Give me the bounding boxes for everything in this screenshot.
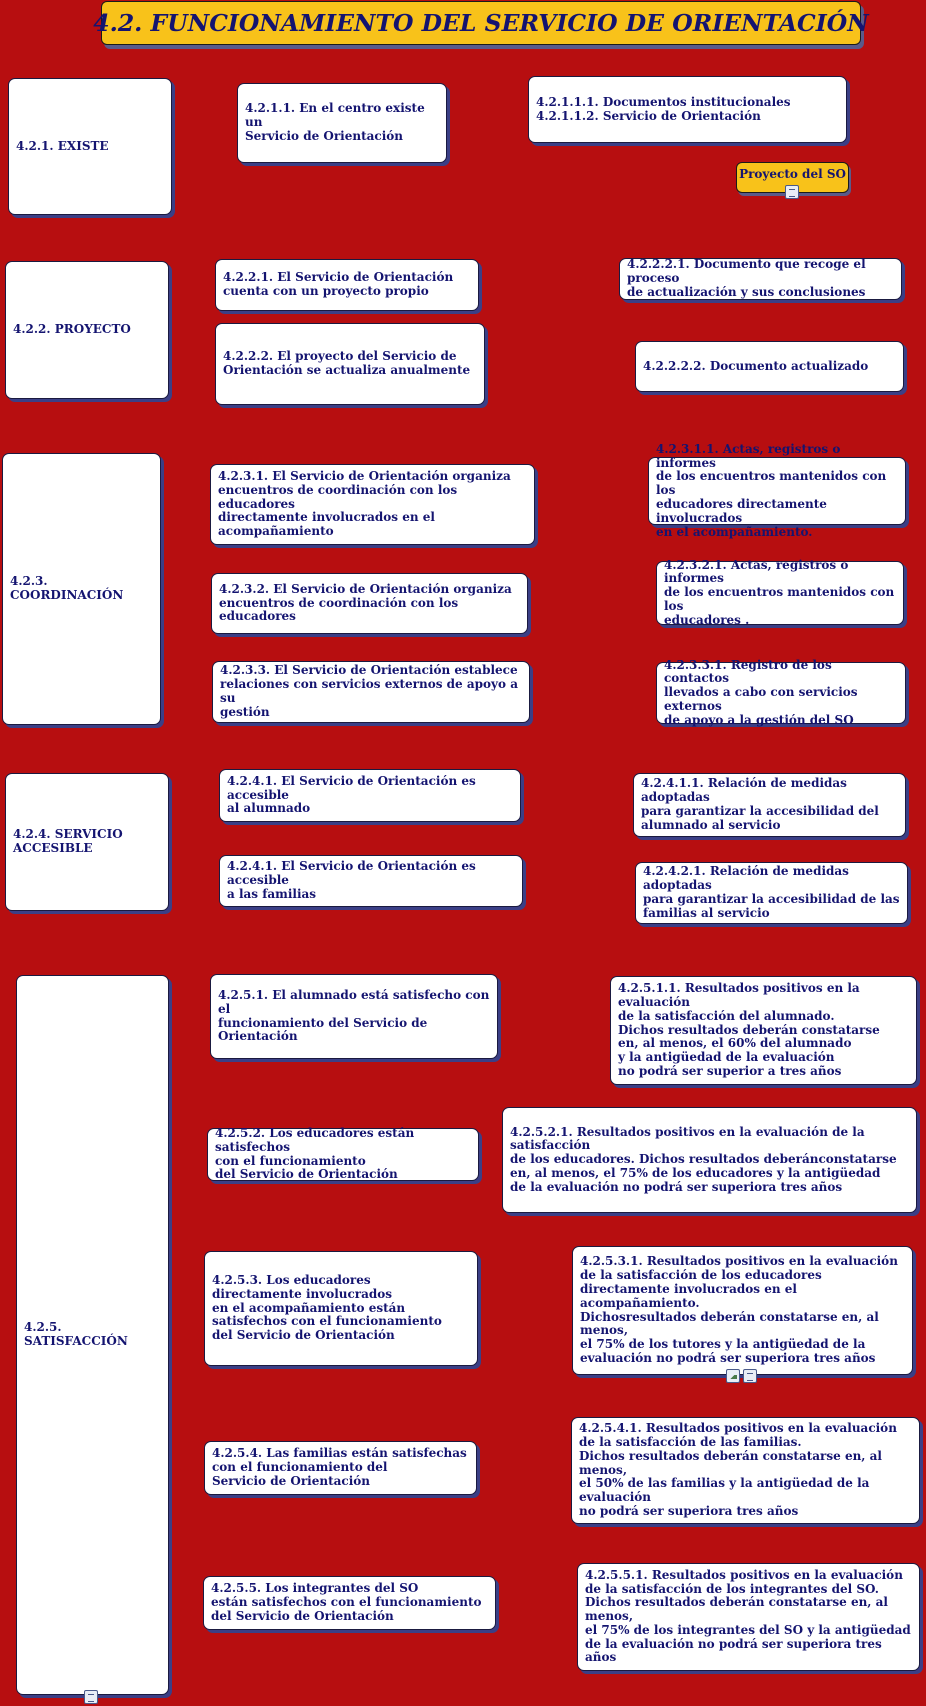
criterion-4-2-5-4[interactable]: 4.2.5.4. Las familias están satisfechas con el funcionamiento del Servicio de Orientación (204, 1441, 477, 1495)
criterion-4-2-5-3[interactable]: 4.2.5.3. Los educadores directamente involucrados en el acompañamiento están satisfechos con el funcionamiento del Servicio de Orientación (204, 1251, 478, 1366)
proyecto-so-tag[interactable]: Proyecto del SO (736, 162, 849, 193)
evidence-4-2-4-2-1[interactable]: 4.2.4.2.1. Relación de medidas adoptadas para garantizar la accesibilidad de las familias al servicio (635, 862, 908, 924)
section-proyecto[interactable]: 4.2.2. PROYECTO (5, 261, 169, 399)
evidence-4-2-5-1-1[interactable]: 4.2.5.1.1. Resultados positivos en la evaluación de la satisfacción del alumnado. Dichos resultados deberán constatarse en, al menos, el 60% del alumnado y la antigüedad de la evaluación no podrá ser superior a tres años (610, 976, 917, 1085)
criterion-4-2-1-1[interactable]: 4.2.1.1. En el centro existe un Servicio de Orientación (237, 83, 447, 163)
criterion-4-2-3-2[interactable]: 4.2.3.2. El Servicio de Orientación organiza encuentros de coordinación con los educadores (211, 573, 528, 634)
document-icon[interactable] (84, 1690, 98, 1704)
criterion-4-2-4-1[interactable]: 4.2.4.1. El Servicio de Orientación es accesible al alumnado (219, 769, 521, 822)
evidence-4-2-3-1-1[interactable]: 4.2.3.1.1. Actas, registros o informes de los encuentros mantenidos con los educadores directamente involucrados en el acompañamiento. (648, 457, 906, 525)
section-coordinacion[interactable]: 4.2.3. COORDINACIÓN (2, 453, 161, 725)
criterion-4-2-3-3[interactable]: 4.2.3.3. El Servicio de Orientación establece relaciones con servicios externos de apoyo a su gestión (212, 661, 530, 723)
section-existe[interactable]: 4.2.1. EXISTE (8, 78, 172, 215)
evidence-4-2-5-2-1[interactable]: 4.2.5.2.1. Resultados positivos en la evaluación de la satisfacción de los educadores. Dichos resultados deberánconstatarse en, al menos, el 75% de los educadores y la antigüedad de la evaluación no podrá ser superiora tres años (502, 1107, 917, 1213)
evidence-4-2-5-3-1[interactable]: 4.2.5.3.1. Resultados positivos en la evaluación de la satisfacción de los educadores directamente involucrados en el acompañamiento. Dichosresultados deberán constatarse en, al menos, el 75% de los tutores y la antigüedad de la evaluación no podrá ser superiora tres años (572, 1246, 913, 1375)
image-icon[interactable] (726, 1369, 740, 1383)
evidence-4-2-5-5-1[interactable]: 4.2.5.5.1. Resultados positivos en la evaluación de la satisfacción de los integrantes del SO. Dichos resultados deberán constatarse en, al menos, el 75% de los integrantes del SO y la antigüedad de la evaluación no podrá ser superiora tres años (577, 1563, 920, 1671)
evidence-4-2-3-2-1[interactable]: 4.2.3.2.1. Actas, registros o informes de los encuentros mantenidos con los educadores . (656, 561, 904, 625)
criterion-4-2-4-2[interactable]: 4.2.4.1. El Servicio de Orientación es accesible a las familias (219, 855, 523, 907)
evidence-4-2-2-2-2[interactable]: 4.2.2.2.2. Documento actualizado (635, 341, 904, 392)
evidence-4-2-2-2-1[interactable]: 4.2.2.2.1. Documento que recoge el proceso de actualización y sus conclusiones (619, 258, 902, 300)
section-accesible[interactable]: 4.2.4. SERVICIO ACCESIBLE (5, 773, 169, 911)
document-icon[interactable] (743, 1369, 757, 1383)
page-title: 4.2. FUNCIONAMIENTO DEL SERVICIO DE ORIENTACIÓN (101, 1, 861, 45)
criterion-4-2-5-5[interactable]: 4.2.5.5. Los integrantes del SO están satisfechos con el funcionamiento del Servicio de Orientación (203, 1576, 496, 1630)
document-icon[interactable] (785, 185, 799, 199)
evidence-4-2-5-4-1[interactable]: 4.2.5.4.1. Resultados positivos en la evaluación de la satisfacción de las familias. Dichos resultados deberán constatarse en, al menos, el 50% de las familias y la antigüedad de la evaluación no podrá ser superiora tres años (571, 1417, 920, 1524)
criterion-4-2-3-1[interactable]: 4.2.3.1. El Servicio de Orientación organiza encuentros de coordinación con los educadores directamente involucrados en el acompañamiento (210, 464, 535, 545)
criterion-4-2-2-2[interactable]: 4.2.2.2. El proyecto del Servicio de Orientación se actualiza anualmente (215, 323, 485, 405)
criterion-4-2-5-1[interactable]: 4.2.5.1. El alumnado está satisfecho con el funcionamiento del Servicio de Orientación (210, 974, 498, 1059)
evidence-4-2-1-1-x[interactable]: 4.2.1.1.1. Documentos institucionales 4.2.1.1.2. Servicio de Orientación (528, 76, 847, 143)
criterion-4-2-5-2[interactable]: 4.2.5.2. Los educadores están satisfechos con el funcionamiento del Servicio de Orientación (207, 1128, 479, 1181)
criterion-4-2-2-1[interactable]: 4.2.2.1. El Servicio de Orientación cuenta con un proyecto propio (215, 259, 479, 311)
evidence-4-2-4-1-1[interactable]: 4.2.4.1.1. Relación de medidas adoptadas para garantizar la accesibilidad del alumnado al servicio (633, 773, 906, 837)
evidence-4-2-3-3-1[interactable]: 4.2.3.3.1. Registro de los contactos llevados a cabo con servicios externos de apoyo a la gestión del SO (656, 662, 906, 724)
section-satisfaccion[interactable]: 4.2.5. SATISFACCIÓN (16, 975, 169, 1695)
